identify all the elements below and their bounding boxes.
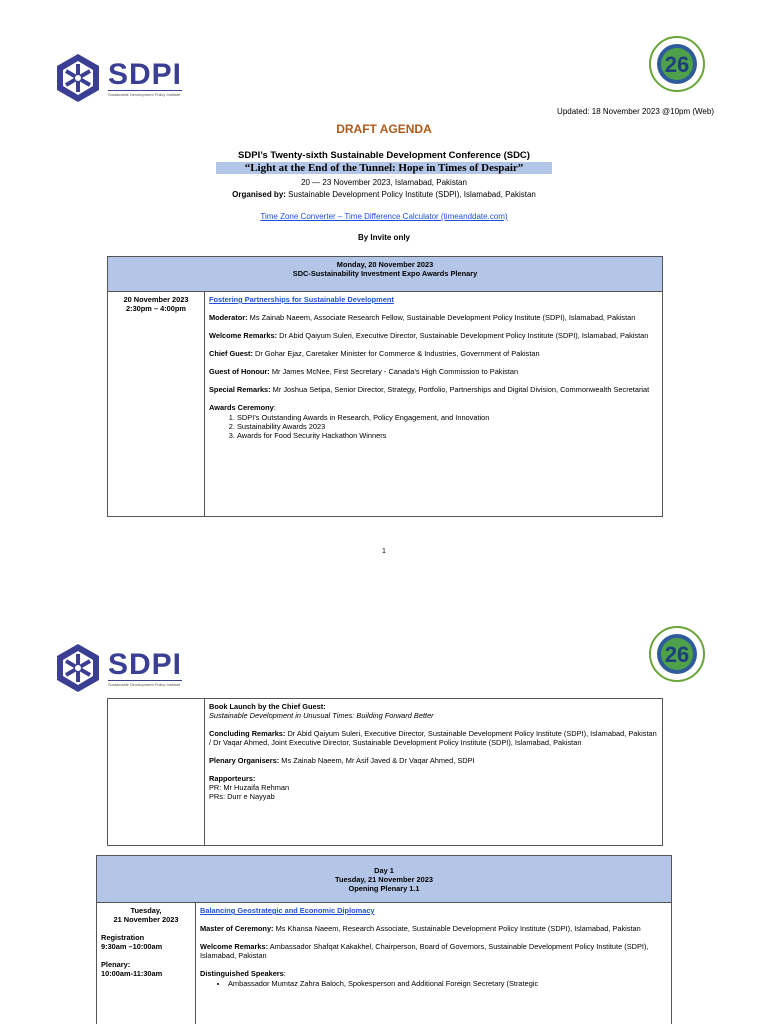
- badge-number: 26: [664, 642, 690, 667]
- master-of-ceremony: Master of Ceremony: Ms Khansa Naeem, Research Associate, Sustainable Development Policy Institute (SDPI), Islamabad, Pakistan: [200, 924, 641, 933]
- plenary1-header-row: [97, 856, 672, 903]
- badge-number: 26: [664, 52, 690, 77]
- plenary1-header: [97, 856, 672, 903]
- plenary0-cont-row: [108, 699, 663, 846]
- plenary-label: Plenary:: [101, 960, 131, 969]
- logo-subtitle: Sustainable Development Policy Institute: [108, 681, 181, 687]
- plenary1-header-date: Tuesday, 21 November 2023: [335, 874, 433, 884]
- plenary-time: 10:00am-11:30am: [101, 969, 163, 978]
- logo-subtitle: Sustainable Development Policy Institute: [108, 91, 181, 97]
- plenary-organisers: Plenary Organisers: Ms Zainab Naeem, Mr Asif Javed & Dr Vaqar Ahmed, SDPI: [209, 756, 475, 765]
- conference-title: SDPI’s Twenty-sixth Sustainable Development Conference (SDC): [238, 150, 530, 161]
- plenary1-header-title: Opening Plenary 1.1: [348, 883, 420, 893]
- speaker-item: • Ambassador Mumtaz Zahra Baloch, Spokesperson and Additional Foreign Secretary (Strategic: [228, 979, 667, 988]
- speakers-list: [200, 979, 667, 988]
- plenary0-header: [108, 257, 663, 292]
- plenary0-moderator: Moderator: Ms Zainab Naeem, Associate Research Fellow, Sustainable Development Policy Institute (SDPI), Islamabad, Pakistan: [209, 313, 636, 322]
- logo-word: SDPI: [108, 57, 183, 91]
- sdpi-emblem-icon: [52, 642, 104, 694]
- plenary0-header-row: [108, 257, 663, 292]
- sdc-26-badge-icon: [648, 35, 706, 93]
- agenda-table-plenary0-cont: [107, 698, 663, 846]
- organised-label: Organised by:: [232, 190, 286, 199]
- plenary0-special-remarks: Special Remarks: Mr Joshua Setipa, Senior Director, Strategy, Portfolio, Partnerships and Digital Division, Commonwealth Secretariat: [209, 385, 650, 394]
- rapporteur-prs: PRs: Durr e Nayyab: [209, 792, 275, 801]
- timezone-link[interactable]: Time Zone Converter – Time Difference Calculator (timeanddate.com): [260, 212, 508, 221]
- registration-time: 9:30am –10:00am: [101, 942, 163, 951]
- sdpi-logo: [52, 52, 182, 104]
- plenary0-awards: Awards Ceremony: 1. SDPI’s Outstanding Awards in Research, Policy Engagement, and Innovation 2. Sustainability Awards 2023 3. Awards for Food Security Hackathon Winners: [209, 403, 658, 440]
- page-2: [0, 588, 768, 1024]
- page-gap: [0, 580, 768, 588]
- draft-agenda-title: DRAFT AGENDA: [336, 122, 432, 136]
- conference-dates: 20 — 23 November 2023, Islamabad, Pakistan: [301, 178, 467, 187]
- plenary0-cont-time-cell: [108, 699, 205, 846]
- agenda-table-plenary0: [107, 256, 663, 517]
- rapporteurs: Rapporteurs:: [209, 774, 256, 783]
- conference-theme: “Light at the End of the Tunnel: Hope in Times of Despair”: [216, 162, 552, 174]
- award-item: 2. Sustainability Awards 2023: [237, 422, 658, 431]
- plenary1-time-cell: [97, 903, 196, 1024]
- rapporteur-pr: PR: Mr Huzaifa Rehman: [209, 783, 290, 792]
- organised-value: Sustainable Development Policy Institute (SDPI), Islamabad, Pakistan: [285, 190, 536, 199]
- plenary1-content-cell: [196, 903, 672, 1024]
- logo-word: SDPI: [108, 647, 183, 681]
- plenary0-cont-content-cell: [205, 699, 663, 846]
- plenary1-left-date: 21 November 2023: [113, 915, 179, 924]
- book-title: Sustainable Development in Unusual Times: Building Forward Better: [209, 711, 434, 720]
- plenary0-row: [108, 292, 663, 517]
- plenary1-left-day: Tuesday,: [130, 906, 162, 915]
- plenary0-session-link[interactable]: Fostering Partnerships for Sustainable Development: [209, 295, 394, 304]
- plenary0-welcome: Welcome Remarks: Dr Abid Qaiyum Suleri, Executive Director, Sustainable Development Policy Institute (SDPI), Islamabad, Pakistan: [209, 331, 649, 340]
- plenary0-time-cell: [108, 292, 205, 517]
- awards-list: [209, 413, 658, 440]
- plenary0-chief-guest: Chief Guest: Dr Gohar Ejaz, Caretaker Minister for Commerce & Industries, Government of Pakistan: [209, 349, 540, 358]
- plenary0-content-cell: [205, 292, 663, 517]
- plenary0-date: 20 November 2023: [123, 295, 189, 304]
- sdpi-emblem-icon: [52, 52, 104, 104]
- distinguished-speakers: Distinguished Speakers: • Ambassador Mumtaz Zahra Baloch, Spokesperson and Additional Foreign Secretary (Strategic: [200, 969, 667, 988]
- registration-label: Registration: [101, 933, 145, 942]
- award-item: 1. SDPI’s Outstanding Awards in Research, Policy Engagement, and Innovation: [237, 413, 658, 422]
- book-launch: Book Launch by the Chief Guest:: [209, 702, 326, 711]
- plenary0-guest-of-honour: Guest of Honour: Mr James McNee, First Secretary - Canada’s High Commission to Pakistan: [209, 367, 519, 376]
- award-item: 3. Awards for Food Security Hackathon Winners: [237, 431, 658, 440]
- plenary0-header-title: SDC-Sustainability Investment Expo Awards Plenary: [292, 269, 478, 278]
- plenary1-row: [97, 903, 672, 1024]
- organised-by: [0, 190, 768, 199]
- sdc-26-badge-icon: [648, 625, 706, 683]
- concluding-remarks: Concluding Remarks: Dr Abid Qaiyum Suleri, Executive Director, Sustainable Development Policy Institute (SDPI), Islamabad, Pakistan / Dr Vaqar Ahmed, Joint Executive Director, Sustainable Development Policy Institute (SDPI), Islamabad, Pakistan: [209, 729, 657, 747]
- sdpi-logo-p2: [52, 642, 182, 694]
- agenda-table-plenary1: [96, 855, 672, 1024]
- page-number: 1: [382, 548, 386, 555]
- plenary1-welcome: Welcome Remarks: Ambassador Shafqat Kakakhel, Chairperson, Board of Governors, Sustainable Development Policy Institute (SDPI), Islamabad, Pakistan: [200, 942, 649, 960]
- plenary0-time: 2:30pm – 4:00pm: [126, 304, 186, 313]
- invite-only: By Invite only: [357, 233, 410, 242]
- updated-note: Updated: 18 November 2023 @10pm (Web): [557, 107, 714, 116]
- plenary1-day: Day 1: [374, 865, 394, 875]
- plenary0-header-date: Monday, 20 November 2023: [336, 260, 434, 269]
- plenary1-session-link[interactable]: Balancing Geostrategic and Economic Diplomacy: [200, 906, 375, 915]
